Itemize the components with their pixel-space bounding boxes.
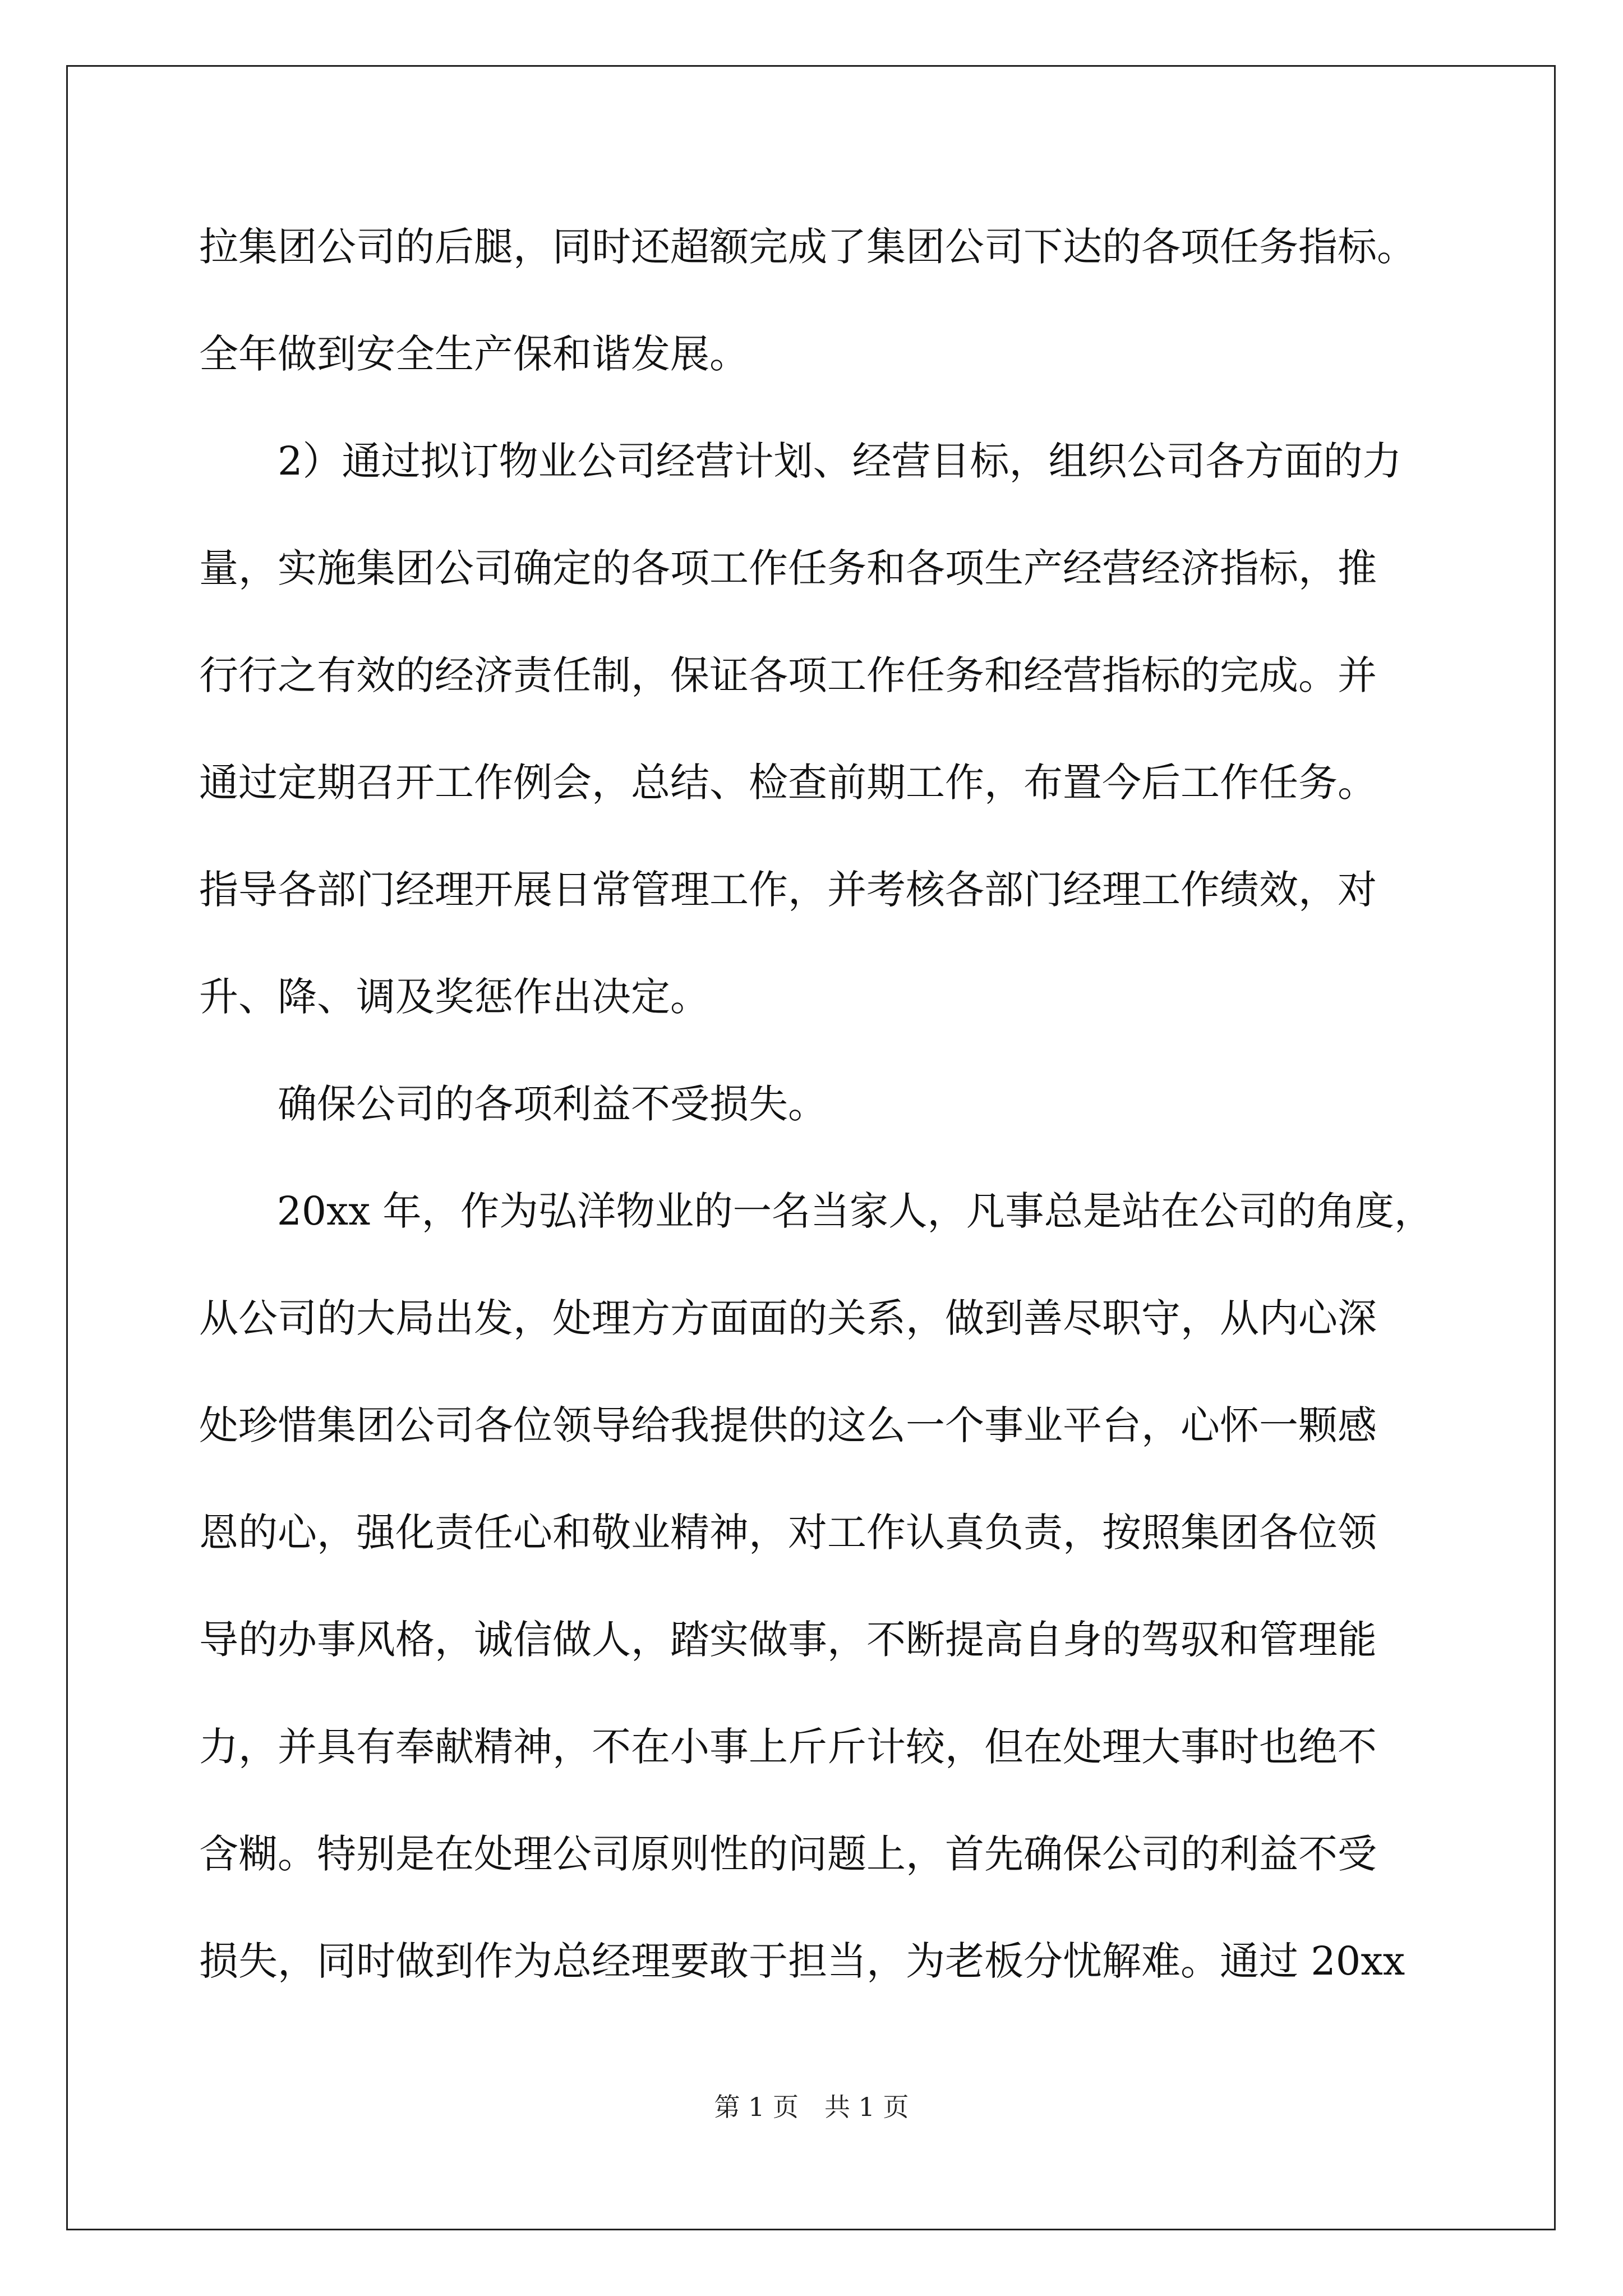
text-line: 2）通过拟订物业公司经营计划、经营目标，组织公司各方面的力	[199, 438, 1402, 484]
text-line: 升、降、调及奖惩作出决定。	[199, 974, 709, 1020]
text-line: 含糊。特别是在处理公司原则性的问题上，首先确保公司的利益不受	[199, 1831, 1377, 1877]
text-line: 拉集团公司的后腿，同时还超额完成了集团公司下达的各项任务指标。	[199, 224, 1416, 270]
text-line: 指导各部门经理开展日常管理工作，并考核各部门经理工作绩效，对	[199, 867, 1377, 913]
text-line: 行行之有效的经济责任制，保证各项工作任务和经营指标的完成。并	[199, 652, 1377, 698]
text-line: 恩的心，强化责任心和敬业精神，对工作认真负责，按照集团各位领	[199, 1510, 1377, 1556]
text-line: 处珍惜集团公司各位领导给我提供的这么一个事业平台，心怀一颗感	[199, 1402, 1377, 1448]
text-line: 20xx 年，作为弘洋物业的一名当家人，凡事总是站在公司的角度，	[199, 1188, 1433, 1234]
text-line: 全年做到安全生产保和谐发展。	[199, 331, 749, 377]
text-line: 损失，同时做到作为总经理要敢于担当，为老板分忧解难。通过 20xx	[199, 1938, 1405, 1984]
text-line: 量，实施集团公司确定的各项工作任务和各项生产经营经济指标，推	[199, 545, 1377, 591]
page-border	[66, 65, 1556, 2230]
text-line: 确保公司的各项利益不受损失。	[199, 1081, 827, 1127]
text-line: 通过定期召开工作例会，总结、检查前期工作，布置今后工作任务。	[199, 760, 1377, 806]
text-line: 从公司的大局出发，处理方方面面的关系，做到善尽职守，从内心深	[199, 1295, 1377, 1341]
page-number-footer: 第 1 页 共 1 页	[714, 2092, 909, 2122]
text-line: 力，并具有奉献精神，不在小事上斤斤计较，但在处理大事时也绝不	[199, 1724, 1377, 1770]
text-line: 导的办事风格，诚信做人，踏实做事，不断提高自身的驾驭和管理能	[199, 1617, 1377, 1663]
